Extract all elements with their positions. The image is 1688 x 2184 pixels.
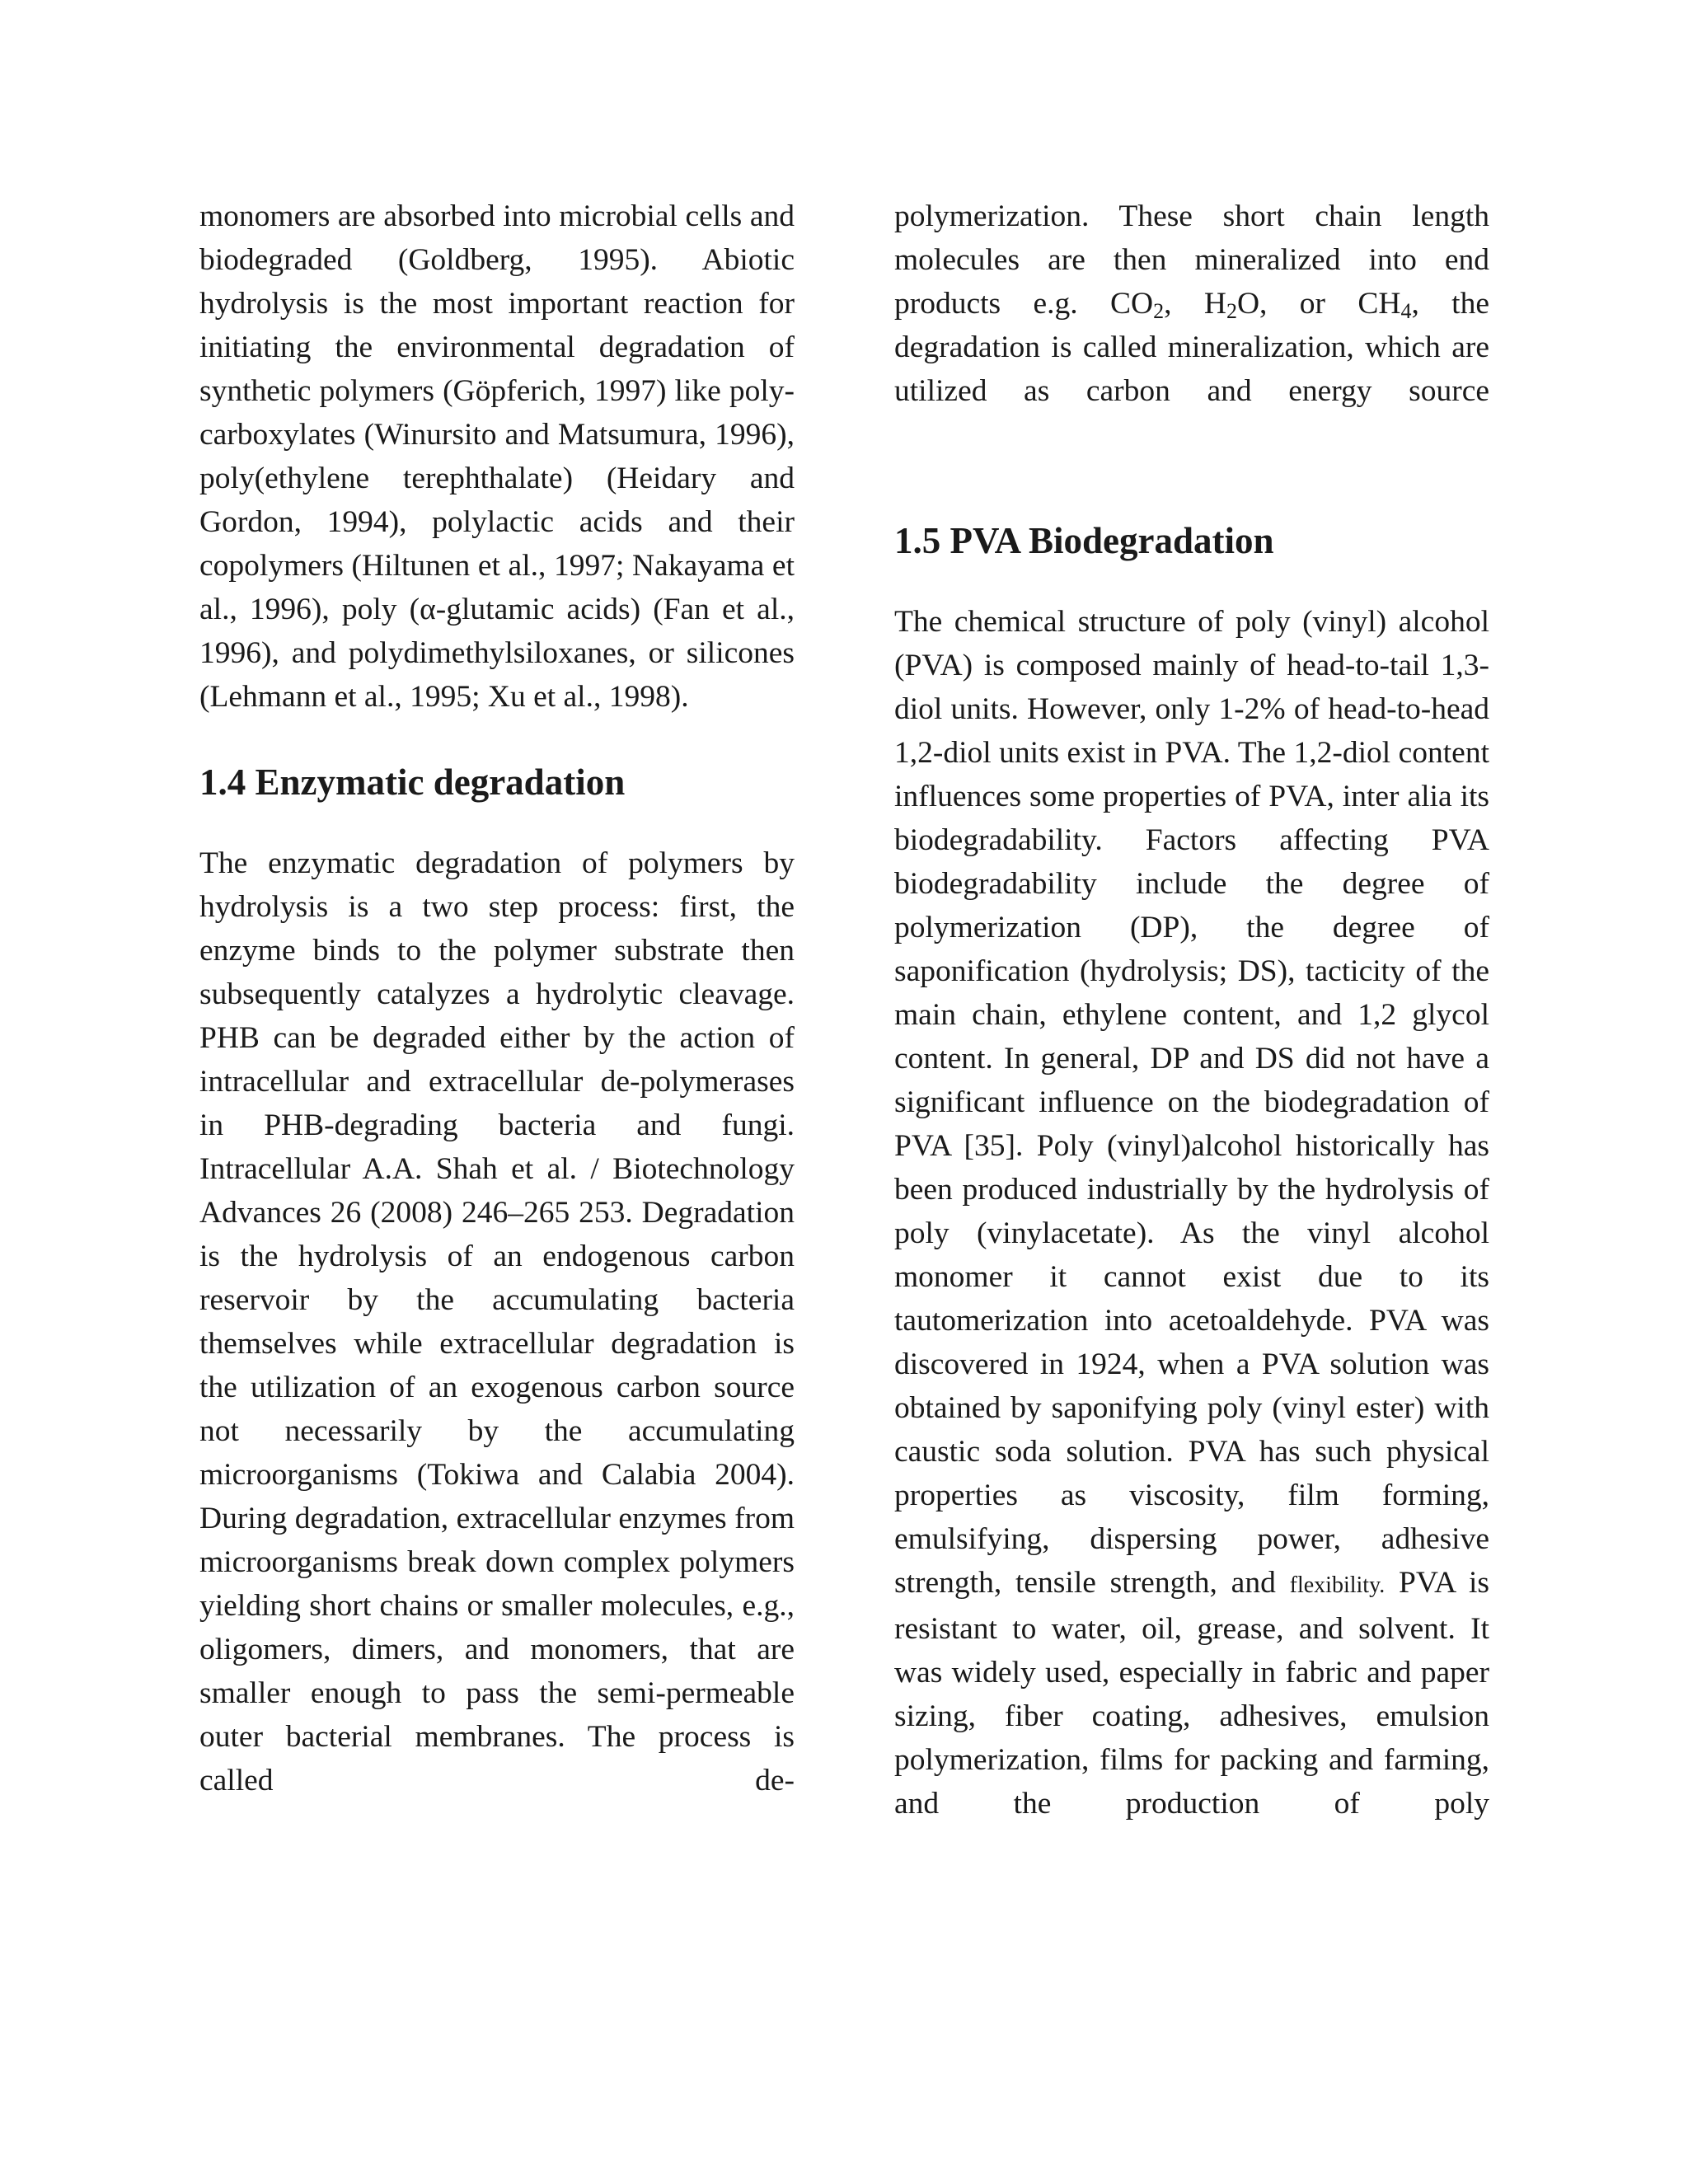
subscript-4: 4 [1400,299,1412,323]
section-heading-enzymatic-degradation: 1.4 Enzymatic degradation [199,762,626,803]
enzymatic-degradation-paragraph: The enzymatic degradation of polymers by hydrolysis is a two step process: first, the enzyme binds to the polymer substrate then subsequently catalyzes a hydrolytic cleavage. PHB can be degraded either by the action of intracellular and extracellular de-polymerases in PHB-degrading bacteria and fungi. Intracellular A.A. Shah et al. / Biotechnology Advances 26 (2008) 246–265 253. Degradation is the hydrolysis of an endogenous carbon reservoir by the accumulating bacteria themselves while extracellular degradation is the utilization of an exogenous carbon source not necessarily by the accumulating microorganisms (Tokiwa and Calabia 2004). During degradation, extracellular enzymes from microorganisms break down complex polymers yielding short chains or smaller molecules, e.g., oligomers, dimers, and monomers, that are smaller enough to pass the semi-permeable outer bacterial membranes. The process is called de- [199,846,795,1797]
pva-text-1: The chemical structure of poly (vinyl) alcohol (PVA) is composed mainly of head-to-tail 1,3-diol units. However, only 1-2% of head-to-head 1,2-diol units exist in PVA. The 1,2-diol content influences some properties of PVA, inter alia its biodegradability. Factors affecting PVA biodegradability include the degree of polymerization (DP), the degree of saponification (hydrolysis; DS), tacticity of the main chain, ethylene content, and 1,2 glycol content. In general, DP and DS did not have a significant influence on the biodegradation of PVA [35]. Poly (vinyl)alcohol historically has been produced industrially by the hydrolysis of poly (vinylacetate). As the vinyl alcohol monomer it cannot exist due to its tautomerization into acetoaldehyde. PVA was discovered in 1924, when a PVA solution was obtained by saponifying poly (vinyl ester) with caustic soda solution. PVA has such physical properties as viscosity, film forming, emulsifying, dispersing power, adhesive strength, tensile strength, and [894,605,1489,1600]
continuation-paragraph [894,194,1489,413]
continuation-text-2: , H [1164,287,1226,321]
intro-paragraph: monomers are absorbed into microbial cells and biodegraded (Goldberg, 1995). Abiotic hydrolysis is the most important reaction for initiating the environmental degradation of synthetic polymers (Göpferich, 1997) like poly-carboxylates (Winursito and Matsumura, 1996), poly(ethylene terephthalate) (Heidary and Gordon, 1994), polylactic acids and their copolymers (Hiltunen et al., 1997; Nakayama et al., 1996), poly (α-glutamic acids) (Fan et al., 1996), and polydimethylsiloxanes, or silicones (Lehmann et al., 1995; Xu et al., 1998). [199,199,795,714]
subscript-2: 2 [1226,299,1237,323]
right-column [894,194,1489,1825]
pva-small-word: flexibility. [1289,1572,1386,1598]
section-heading-pva-biodegradation: 1.5 PVA Biodegradation [894,520,1274,561]
continuation-text-1: polymerization. These short chain length molecules are then mineralized into end products e.g. CO [894,199,1489,321]
pva-text-2: PVA is resistant to water, oil, grease, and solvent. It was widely used, especially in fabric and paper sizing, fiber coating, adhesives, emulsion polymerization, films for packing and farming, and the production of poly [894,1566,1489,1821]
pva-biodegradation-paragraph [894,600,1489,1825]
subscript-2: 2 [1153,299,1165,323]
left-column [199,194,795,1802]
continuation-text-3: O, or CH [1236,287,1401,321]
continuation-text-4: , the degradation is called mineralization, which are utilized as carbon and energy source [894,287,1489,408]
